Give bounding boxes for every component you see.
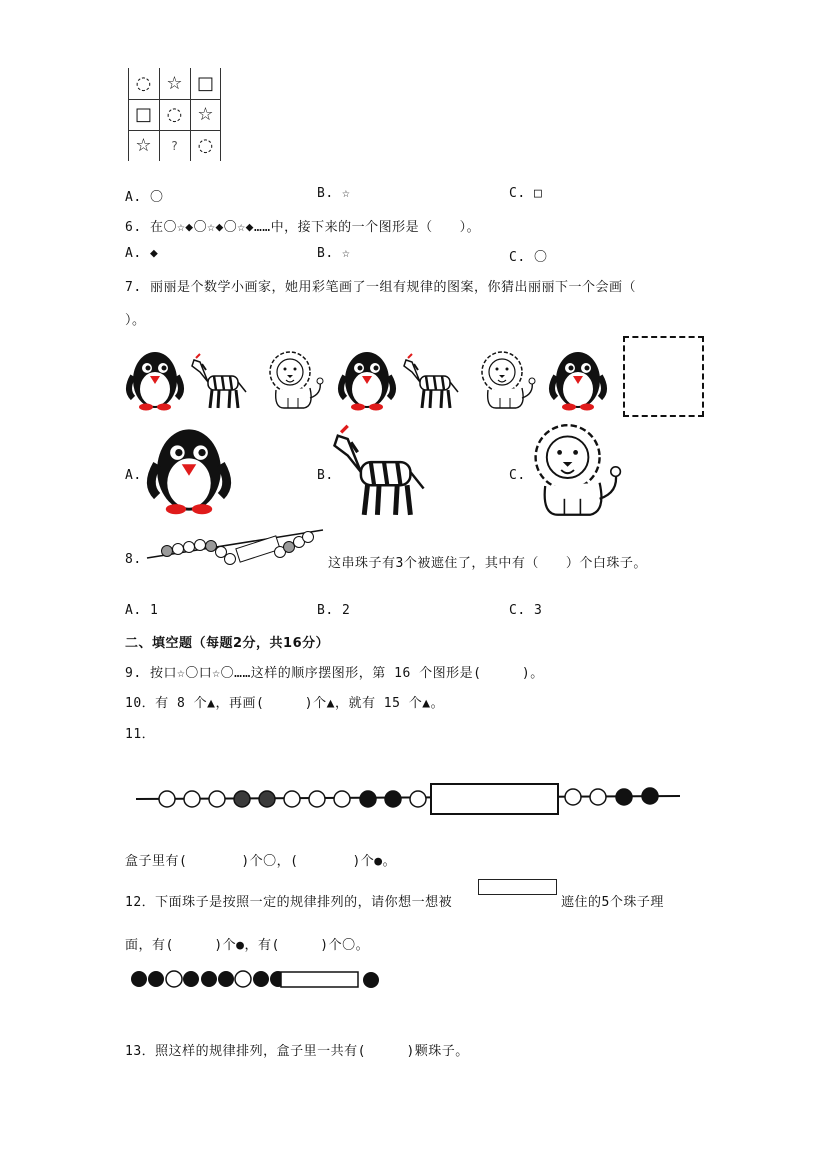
zebra-option-b: [335, 426, 424, 515]
q5-option-c[interactable]: C. □: [509, 186, 543, 201]
grid-cell: ◌: [135, 73, 152, 94]
q11-answer: 盒子里有( )个〇，( )个●。: [125, 854, 397, 869]
q8-stem: 这串珠子有3个被遮住了，其中有（ ）个白珠子。: [328, 556, 647, 571]
q8-option-a[interactable]: A. 1: [125, 603, 159, 618]
q12-bead-row: [125, 965, 385, 993]
q7-option-c[interactable]: C.: [509, 468, 526, 483]
grid-cell: □: [196, 73, 214, 94]
q10-text: 10．有 8 个▲，再画( )个▲，就有 15 个▲。: [125, 696, 445, 711]
q11-number: 11．: [125, 727, 156, 742]
q6-stem: 6. 在〇☆◆〇☆◆〇☆◆……中，接下来的一个图形是（ ）。: [125, 220, 481, 235]
grid-cell: □: [134, 104, 152, 125]
q12-stem-part1: 12．下面珠子是按照一定的规律排列的，请你想一想被: [125, 895, 453, 910]
q8-option-b[interactable]: B. 2: [317, 603, 351, 618]
q12-stem-line2: 面，有( )个●，有( )个〇。: [125, 938, 370, 953]
q8-option-c[interactable]: C. 3: [509, 603, 543, 618]
grid-cell: ◌: [166, 104, 183, 125]
q7-option-b[interactable]: B.: [317, 468, 334, 483]
q6-option-c[interactable]: C. 〇: [509, 250, 548, 265]
penguin-option-a: [151, 429, 226, 514]
lion-option-c: [536, 425, 621, 515]
q11-bead-string: [130, 780, 690, 820]
grid-cell: ☆: [166, 73, 183, 94]
q12-stem-part2: 遮住的5个珠子理: [561, 895, 664, 910]
q8-bead-string: [145, 528, 325, 573]
q7-stem-line2: ）。: [125, 313, 146, 328]
grid-cell: ☆: [197, 104, 214, 125]
q7-stem-line1: 7. 丽丽是个数学小画家，她用彩笔画了一组有规律的图案，你猜出丽丽下一个会画（: [125, 280, 636, 295]
grid-cell-question: ?: [171, 138, 178, 153]
section-title: 二、填空题（每题2分，共16分）: [125, 636, 330, 651]
grid-cell: ☆: [135, 135, 152, 156]
q7-option-a[interactable]: A.: [125, 468, 142, 483]
q9-text: 9. 按口☆〇口☆〇……这样的顺序摆图形，第 16 个图形是( )。: [125, 666, 544, 681]
q6-option-b[interactable]: B. ☆: [317, 246, 351, 261]
q5-option-b[interactable]: B. ☆: [317, 186, 351, 201]
cover-box-icon: [478, 879, 557, 895]
q6-option-a[interactable]: A. ◆: [125, 246, 159, 261]
q8-number: 8.: [125, 552, 142, 567]
q13-text: 13．照这样的规律排列，盒子里一共有( )颗珠子。: [125, 1044, 469, 1059]
q5-option-a[interactable]: A. 〇: [125, 190, 164, 205]
grid-cell: ◌: [197, 135, 214, 156]
